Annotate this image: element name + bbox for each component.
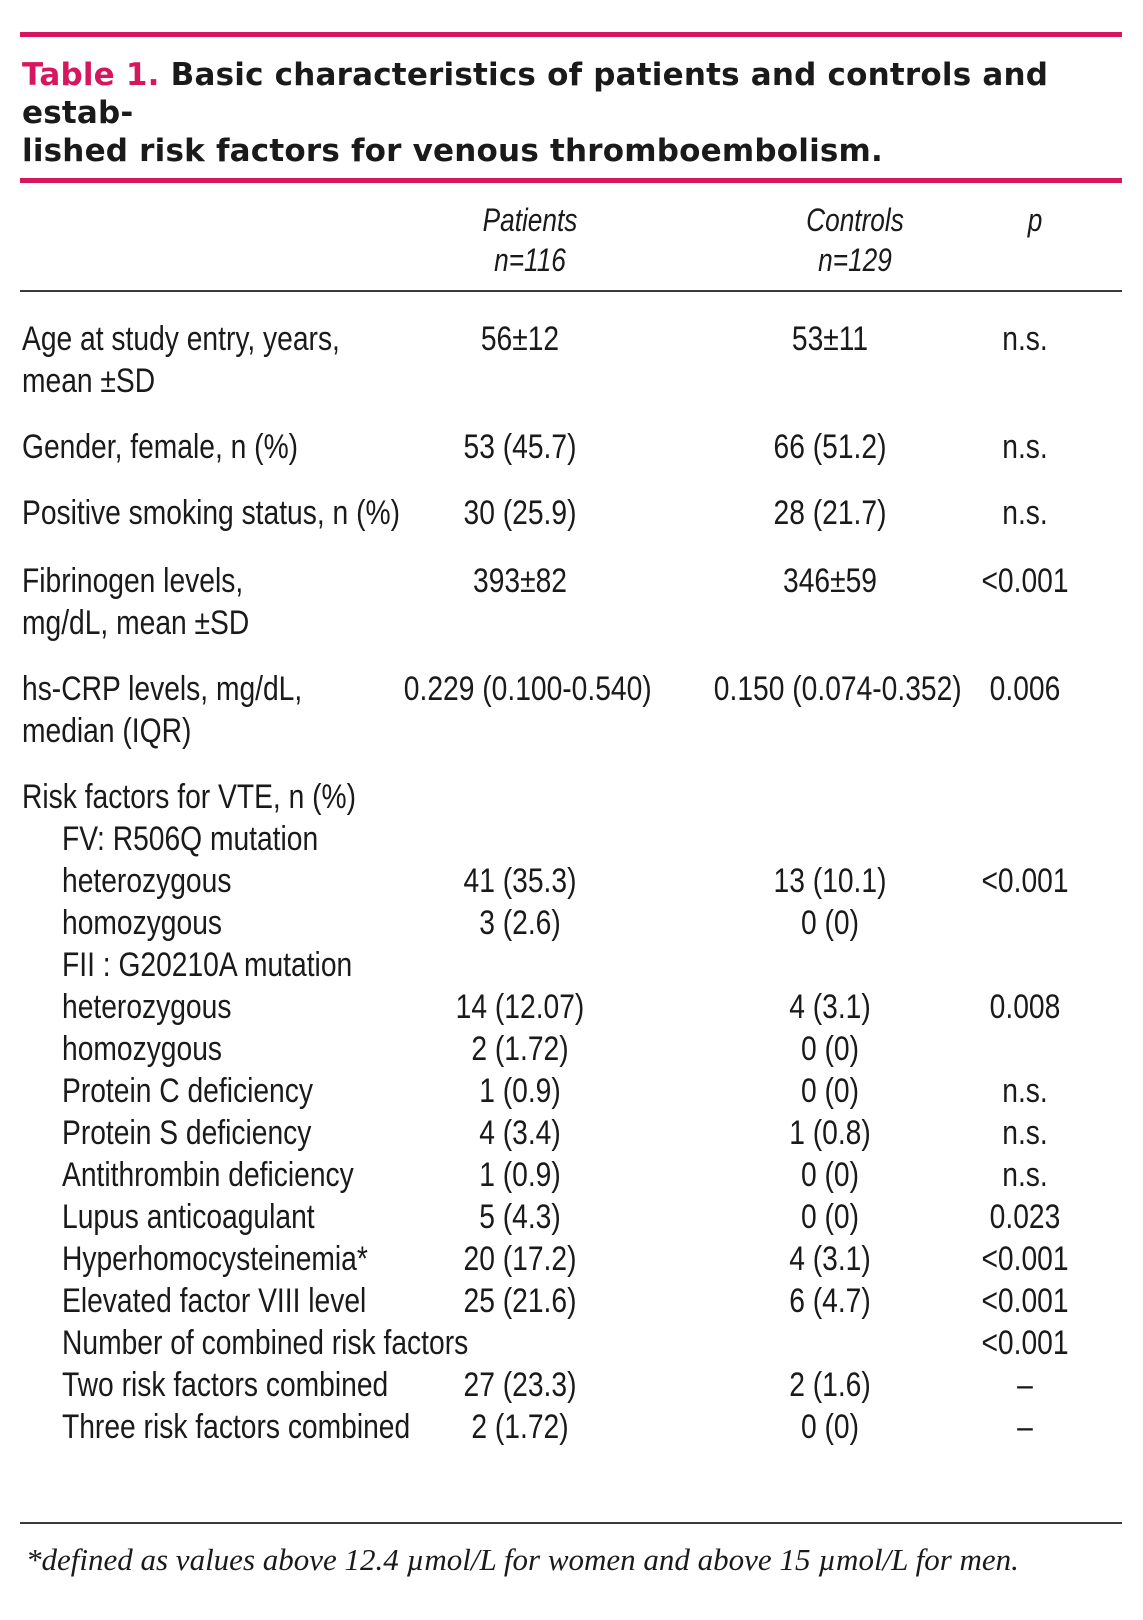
table-caption-text-line2: lished risk factors for venous thromboembolism. (22, 133, 884, 169)
row-label-line1: Number of combined risk factors (62, 1324, 469, 1362)
row-label-line1: Age at study entry, years, (22, 320, 340, 358)
controls-value: 0 (0) (800, 1198, 860, 1236)
patients-value: 2 (1.72) (471, 1408, 569, 1446)
row-label-line1: homozygous (62, 904, 223, 942)
patients-value: 14 (12.07) (455, 988, 585, 1026)
patients-value: 5 (4.3) (479, 1198, 561, 1236)
patients-value: 1 (0.9) (479, 1072, 561, 1110)
table-row (0, 668, 1143, 752)
controls-value: 6 (4.7) (789, 1282, 871, 1320)
caption-top-rule (20, 32, 1122, 37)
patients-value: 30 (25.9) (463, 494, 577, 532)
row-label (62, 818, 318, 860)
p-value: <0.001 (981, 1240, 1069, 1278)
controls-value: 0 (0) (800, 1030, 860, 1068)
patients-value: 2 (1.72) (471, 1030, 569, 1068)
row-label (62, 1280, 366, 1322)
patients-value: 0.229 (0.100-0.540) (403, 670, 652, 708)
row-label (62, 902, 222, 944)
row-label-line2: mg/dL, mean ±SD (22, 604, 250, 642)
row-label-line2: mean ±SD (22, 362, 156, 400)
header-patients-label: Patients (482, 202, 578, 238)
table-row (0, 560, 1143, 644)
controls-value: 4 (3.1) (789, 1240, 871, 1278)
row-label-line1: Three risk factors combined (62, 1408, 411, 1446)
row-label (62, 1406, 410, 1448)
p-value: <0.001 (981, 862, 1069, 900)
footer-rule (20, 1522, 1122, 1524)
table-row (0, 1406, 1143, 1490)
row-label (22, 560, 249, 644)
row-label (22, 776, 356, 818)
p-value: n.s. (1002, 1156, 1048, 1194)
controls-value: 346±59 (783, 562, 877, 600)
row-label-line1: hs-CRP levels, mg/dL, (22, 670, 303, 708)
header-controls-n: n=129 (818, 242, 892, 278)
row-label-line1: Lupus anticoagulant (62, 1198, 315, 1236)
row-label (62, 1196, 315, 1238)
patients-value: 3 (2.6) (479, 904, 561, 942)
row-label (62, 1322, 468, 1364)
row-label-line1: Gender, female, n (%) (22, 428, 299, 466)
row-label (62, 1154, 354, 1196)
row-label-line1: Elevated factor VIII level (62, 1282, 367, 1320)
row-label (62, 860, 231, 902)
row-label-line1: Protein C deficiency (62, 1072, 313, 1110)
p-value: 0.023 (989, 1198, 1061, 1236)
patients-value: 53 (45.7) (463, 428, 577, 466)
p-value: 0.006 (989, 670, 1061, 708)
row-label-line1: Positive smoking status, n (%) (22, 494, 400, 532)
header-patients-n: n=116 (494, 242, 566, 278)
patients-value: 25 (21.6) (463, 1282, 577, 1320)
p-value: <0.001 (981, 1282, 1069, 1320)
row-label-line1: heterozygous (62, 862, 232, 900)
patients-value: 4 (3.4) (479, 1114, 561, 1152)
controls-value: 1 (0.8) (789, 1114, 871, 1152)
row-label (22, 668, 302, 752)
table-row (0, 318, 1143, 402)
controls-value: 66 (51.2) (773, 428, 887, 466)
footnote: *defined as values above 12.4 µmol/L for women and above 15 µmol/L for men. (26, 1542, 1019, 1577)
patients-value: 41 (35.3) (463, 862, 577, 900)
header-rule (20, 290, 1122, 292)
p-value: n.s. (1002, 320, 1048, 358)
row-label (62, 1028, 222, 1070)
table-caption-text-line1: Basic characteristics of patients and controls and estab- (22, 57, 1049, 131)
row-label-line1: FII : G20210A mutation (62, 946, 353, 984)
row-label-line1: homozygous (62, 1030, 223, 1068)
patients-value: 20 (17.2) (463, 1240, 577, 1278)
header-patients (440, 200, 620, 280)
table-caption (22, 56, 1122, 170)
row-label-line1: Two risk factors combined (62, 1366, 389, 1404)
row-label (62, 1112, 311, 1154)
controls-value: 2 (1.6) (789, 1366, 871, 1404)
row-label (62, 986, 231, 1028)
row-label (62, 1070, 313, 1112)
table-top-rule (20, 178, 1122, 183)
controls-value: 53±11 (791, 320, 869, 358)
p-value: n.s. (1002, 428, 1048, 466)
controls-value: 28 (21.7) (773, 494, 887, 532)
p-value: – (1017, 1408, 1033, 1446)
patients-value: 56±12 (480, 320, 560, 358)
controls-value: 0 (0) (800, 1072, 860, 1110)
controls-value: 0 (0) (800, 904, 860, 942)
row-label (22, 318, 340, 402)
row-label (62, 944, 352, 986)
controls-value: 13 (10.1) (773, 862, 887, 900)
controls-value: 0 (0) (800, 1408, 860, 1446)
p-value: <0.001 (981, 562, 1069, 600)
p-value: – (1017, 1366, 1033, 1404)
row-label (22, 492, 400, 534)
row-label-line1: heterozygous (62, 988, 232, 1026)
patients-value: 393±82 (473, 562, 567, 600)
p-value: n.s. (1002, 1072, 1048, 1110)
p-value: <0.001 (981, 1324, 1069, 1362)
row-label-line1: Risk factors for VTE, n (%) (22, 778, 356, 816)
p-value: 0.008 (989, 988, 1061, 1026)
row-label-line1: Protein S deficiency (62, 1114, 312, 1152)
controls-value: 4 (3.1) (789, 988, 871, 1026)
row-label-line1: FV: R506Q mutation (62, 820, 319, 858)
row-label-line1: Fibrinogen levels, (22, 562, 244, 600)
header-controls (765, 200, 945, 280)
patients-value: 27 (23.3) (463, 1366, 577, 1404)
header-p (1015, 200, 1056, 240)
p-value: n.s. (1002, 494, 1048, 532)
row-label-line2: median (IQR) (22, 712, 192, 750)
header-controls-label: Controls (806, 202, 904, 238)
patients-value: 1 (0.9) (479, 1156, 561, 1194)
row-label-line1: Hyperhomocysteinemia* (62, 1240, 368, 1278)
row-label-line1: Antithrombin deficiency (62, 1156, 354, 1194)
row-label (62, 1238, 368, 1280)
controls-value: 0 (0) (800, 1156, 860, 1194)
p-value: n.s. (1002, 1114, 1048, 1152)
header-p-label: p (1027, 202, 1043, 238)
row-label (22, 426, 298, 468)
table-caption-label: Table 1. (22, 57, 160, 93)
controls-value: 0.150 (0.074-0.352) (713, 670, 962, 708)
row-label (62, 1364, 388, 1406)
